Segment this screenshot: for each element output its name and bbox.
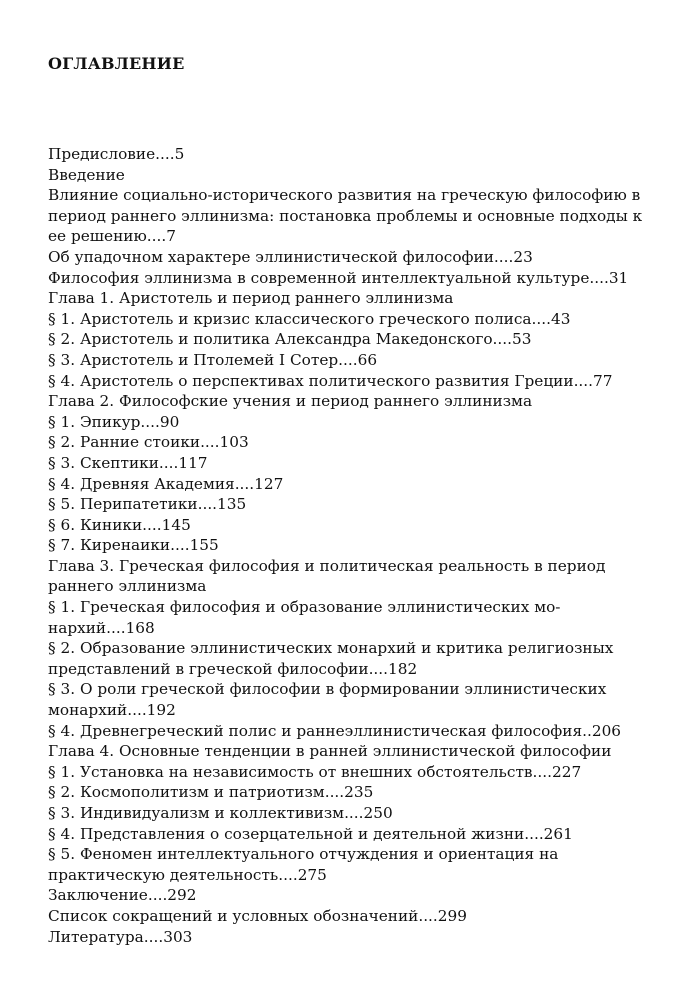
toc-entry: § 1. Эпикур....90 — [48, 412, 180, 431]
toc-entry: Глава 1. Аристотель и период раннего эллинизма — [48, 289, 454, 308]
toc-entry: Влияние социально-исторического развития на греческую философию в период раннего эллинизма: постановка проблемы и основные подходы к ее решению....7 — [48, 186, 643, 246]
toc-entry: § 4. Древняя Академия....127 — [48, 474, 284, 493]
toc-entry: Глава 3. Греческая философия и политическая реальность в период раннего эллинизма — [48, 556, 606, 596]
toc-entry: § 3. Скептики....117 — [48, 453, 208, 472]
toc-entry: § 5. Перипатетики....135 — [48, 495, 247, 514]
toc-entry: § 4. Представления о созерцательной и деятельной жизни....261 — [48, 824, 573, 843]
toc-entry: Литература....303 — [48, 927, 193, 946]
toc-entry: § 3. Индивидуализм и коллективизм....250 — [48, 804, 393, 822]
toc-entry: § 7. Киренаики....155 — [48, 536, 219, 555]
toc-entry: Список сокращений и условных обозначений....299 — [48, 906, 467, 925]
toc-entry: Глава 2. Философские учения и период раннего эллинизма — [48, 392, 533, 411]
toc-entry: § 4. Древнегреческий полис и раннеэллинистическая философия..206 — [48, 721, 622, 740]
toc-entry: § 2. Космополитизм и патриотизм....235 — [48, 783, 374, 802]
toc-entry: § 6. Киники....145 — [48, 515, 191, 534]
toc-entry: § 3. Аристотель и Птолемей I Сотер....66 — [48, 350, 378, 369]
toc-entry: § 2. Аристотель и политика Александра Македонского....53 — [48, 330, 532, 349]
toc-entry: Философия эллинизма в современной интеллектуальной культуре....31 — [48, 268, 629, 287]
toc-entry: Об упадочном характере эллинистической философии....23 — [48, 247, 533, 266]
table-of-contents — [48, 144, 658, 947]
toc-entry: Введение — [48, 165, 125, 184]
toc-entry: § 5. Феномен интеллектуального отчуждения и ориентация на практическую деятельность....275 — [48, 845, 559, 884]
toc-entry: § 3. О роли греческой философии в формировании эллинистических монархий....192 — [48, 680, 607, 720]
toc-entry: § 1. Греческая философия и образование эллинистических мо- нархий....168 — [48, 598, 561, 637]
toc-entry: Глава 4. Основные тенденции в ранней эллинистической философии — [48, 742, 612, 761]
page-title: ОГЛАВЛЕНИЕ — [48, 54, 185, 73]
toc-entry: § 1. Аристотель и кризис классического греческого полиса....43 — [48, 309, 571, 328]
toc-entry: § 1. Установка на независимость от внешних обстоятельств....227 — [48, 762, 582, 781]
toc-entry: § 2. Ранние стоики....103 — [48, 433, 249, 452]
toc-entry: § 2. Образование эллинистических монархий и критика религиозных представлений в греческой философии....182 — [48, 639, 614, 678]
toc-entry: Заключение....292 — [48, 886, 197, 905]
toc-entry: § 4. Аристотель о перспективах политического развития Греции....77 — [48, 371, 613, 390]
toc-entry: Предисловие....5 — [48, 145, 185, 163]
